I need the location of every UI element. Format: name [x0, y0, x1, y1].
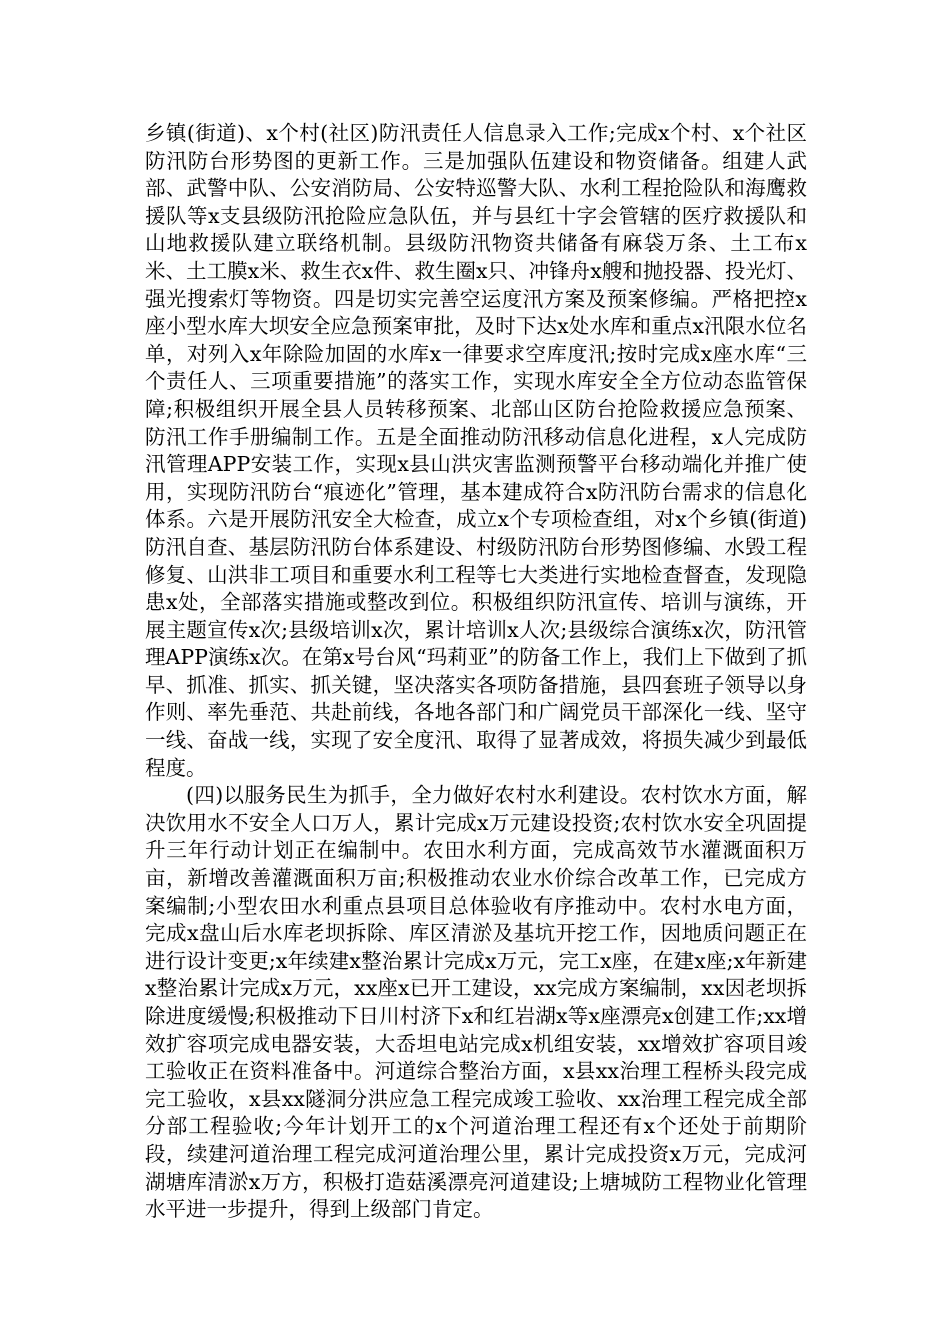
- body-paragraph-continued: 乡镇(街道)、x个村(社区)防汛责任人信息录入工作;完成x个村、x个社区防汛防台形势图的更新工作。三是加强队伍建设和物资储备。组建人武部、武警中队、公安消防局、公安特巡警大队、水利工程抢险队和海鹰救援队等x支县级防汛抢险应急队伍，并与县红十字会管辖的医疗救援队和山地救援队建立联络机制。县级防汛物资共储备有麻袋万条、土工布x米、土工膜x米、救生衣x件、救生圈x只、冲锋舟x艘和抛投器、投光灯、强光搜索灯等物资。四是切实完善空运度汛方案及预案修编。严格把控x座小型水库大坝安全应急预案审批，及时下达x处水库和重点x汛限水位名单，对列入x年除险加固的水库x一律要求空库度汛;按时完成x座水库“三个责任人、三项重要措施”的落实工作，实现水库安全全方位动态监管保障;积极组织开展全县人员转移预案、北部山区防台抢险救援应急预案、防汛工作手册编制工作。五是全面推动防汛移动信息化进程，x人完成防汛管理APP安装工作，实现x县山洪灾害监测预警平台移动端化并推广使用，实现防汛防台“痕迹化”管理，基本建成符合x防汛防台需求的信息化体系。六是开展防汛安全大检查，成立x个专项检查组，对x个乡镇(街道)防汛自查、基层防汛防台体系建设、村级防汛防台形势图修编、水毁工程修复、山洪非工项目和重要水利工程等七大类进行实地检查督查，发现隐患x处，全部落实措施或整改到位。积极组织防汛宣传、培训与演练，开展主题宣传x次;县级培训x次，累计培训x人次;县级综合演练x次，防汛管理APP演练x次。在第x号台风“玛莉亚”的防备工作上，我们上下做到了抓早、抓准、抓实、抓关键，坚决落实各项防备措施，县四套班子领导以身作则、率先垂范、共赴前线，各地各部门和广阔党员干部深化一线、坚守一线、奋战一线，实现了安全度汛、取得了显著成效，将损失减少到最低程度。: [145, 121, 807, 780]
- document-body: [145, 120, 807, 1224]
- body-paragraph-section-4: (四)以服务民生为抓手，全力做好农村水利建设。农村饮水方面，解决饮用水不安全人口万人，累计完成x万元建设投资;农村饮水安全巩固提升三年行动计划正在编制中。农田水利方面，完成高效节水灌溉面积万亩，新增改善灌溉面积万亩;积极推动农业水价综合改革工作，已完成方案编制;小型农田水利重点县项目总体验收有序推动中。农村水电方面，完成x盘山后水库老坝拆除、库区清淤及基坑开挖工作，因地质问题正在进行设计变更;x年续建x整治累计完成x万元，完工x座，在建x座;x年新建x整治累计完成x万元，xx座x已开工建设，xx完成方案编制，xx因老坝拆除进度缓慢;积极推动下日川村济下x和红岩湖x等x座漂亮x创建工作;xx增效扩容项完成电器安装，大岙坦电站完成x机组安装，xx增效扩容项目竣工验收正在资料准备中。河道综合整治方面，x县xx治理工程桥头段完成完工验收，x县xx隧洞分洪应急工程完成竣工验收、xx治理工程完成全部分部工程验收;今年计划开工的x个河道治理工程还有x个还处于前期阶段，续建河道治理工程完成河道治理公里，累计完成投资x万元，完成河湖塘库清淤x万方，积极打造菇溪漂亮河道建设;上塘城防工程物业化管理水平进一步提升，得到上级部门肯定。: [145, 783, 807, 1222]
